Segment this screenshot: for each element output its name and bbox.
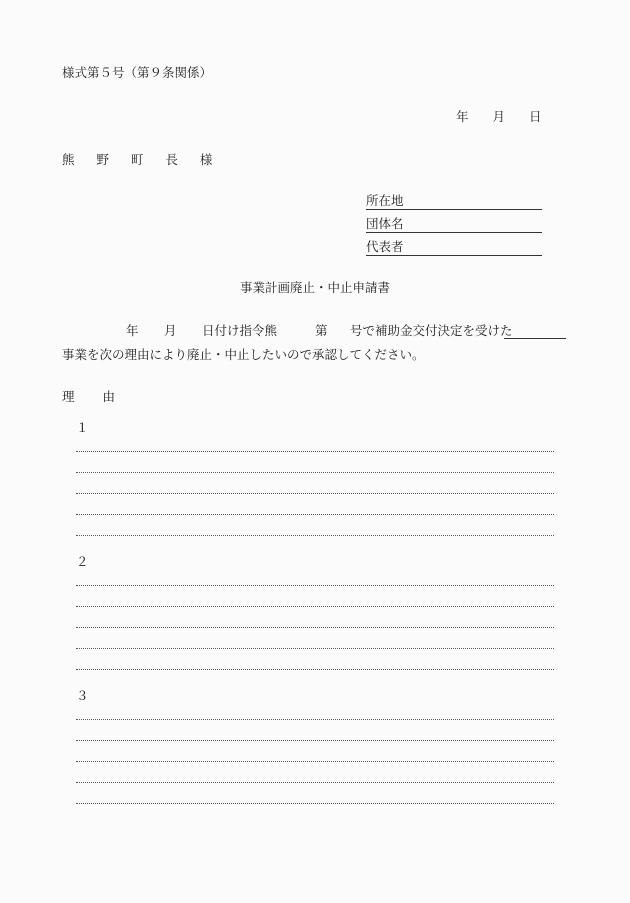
project-name-blank[interactable]: [504, 338, 566, 339]
reason-label: 理 由: [62, 389, 127, 404]
date-month-label: 月: [492, 109, 506, 124]
body-year-label: 年: [126, 323, 139, 338]
reason-line[interactable]: [76, 669, 554, 670]
applicant-representative-field[interactable]: [366, 239, 542, 256]
reason-number: １: [76, 420, 89, 435]
form-number: 様式第５号（第９条関係）: [62, 65, 213, 80]
applicant-address-field[interactable]: [366, 193, 542, 210]
reason-line[interactable]: [76, 493, 554, 494]
document-title: 事業計画廃止・中止申請書: [239, 280, 390, 295]
reason-line[interactable]: [76, 648, 554, 649]
date-year-label: 年: [456, 109, 469, 124]
date-day-label: 日: [529, 109, 542, 124]
addressee: 熊 野 町 長 様: [62, 152, 222, 167]
date-line: [456, 111, 542, 124]
body-line-2: 事業を次の理由により廃止・中止したいので承認してください。: [62, 347, 425, 362]
reason-line[interactable]: [76, 803, 554, 804]
body-grant-text: 号で補助金交付決定を受けた: [350, 323, 513, 338]
applicant-address-label: 所在地: [366, 192, 404, 208]
applicant-org-label: 団体名: [366, 215, 404, 231]
reason-line[interactable]: [76, 627, 554, 628]
reason-line[interactable]: [76, 514, 554, 515]
reason-number: ２: [76, 554, 89, 569]
reason-line[interactable]: [76, 761, 554, 762]
body-line-1: [62, 325, 568, 341]
body-number-prefix: 第: [315, 323, 328, 338]
reason-number: ３: [76, 688, 89, 703]
body-month-label: 月: [164, 323, 177, 338]
reason-line[interactable]: [76, 535, 554, 536]
reason-line[interactable]: [76, 719, 554, 720]
reason-line[interactable]: [76, 606, 554, 607]
reason-line[interactable]: [76, 451, 554, 452]
body-dated-directive: 日付け指令熊: [202, 323, 278, 338]
reason-line[interactable]: [76, 472, 554, 473]
reason-line[interactable]: [76, 782, 554, 783]
applicant-org-field[interactable]: [366, 216, 542, 233]
applicant-representative-label: 代表者: [366, 238, 404, 254]
reason-line[interactable]: [76, 585, 554, 586]
reason-line[interactable]: [76, 740, 554, 741]
